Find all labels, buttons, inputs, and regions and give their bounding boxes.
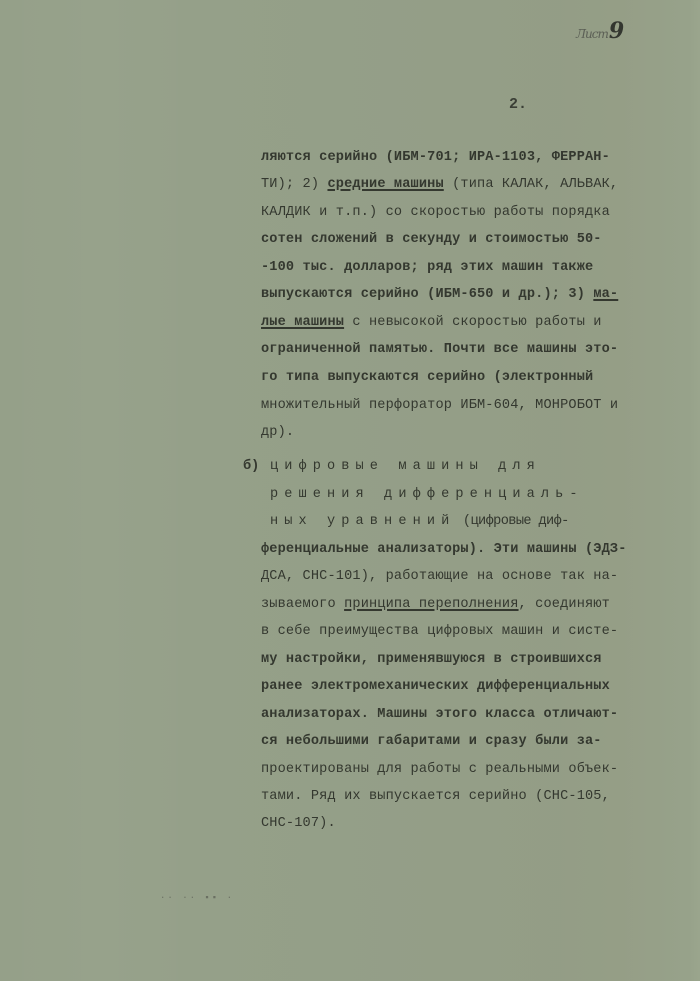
text-line: в себе преимущества цифровых машин и систе- <box>261 624 619 639</box>
text-line: ляются серийно (ИБМ-701; ИРА-1103, ФЕРРАН- <box>261 150 610 165</box>
text-fragment: ТИ); 2) <box>261 177 328 192</box>
text-line <box>270 514 569 530</box>
text-line: -100 тыс. долларов; ряд этих машин также <box>261 260 594 275</box>
text-fragment: (типа КАЛАК, АЛЬВАК, <box>443 177 619 192</box>
folio-number: 9 <box>608 18 624 44</box>
underlined-term: ма- <box>593 287 619 302</box>
underlined-term: принципа переполнения <box>344 597 519 612</box>
text-line <box>261 177 618 193</box>
text-line: ДСА, СНС-101), работающие на основе так на- <box>261 569 619 584</box>
text-line: ференциальные анализаторы). Эти машины (ЭДЗ- <box>261 542 627 557</box>
text-line: анализаторах. Машины этого класса отличают- <box>261 707 619 722</box>
text-line: ранее электромеханических дифференциальных <box>261 679 610 694</box>
underlined-term: лые машины <box>261 315 345 330</box>
text-line: КАЛДИК и т.п.) со скоростью работы порядка <box>261 205 610 220</box>
text-fragment: зываемого <box>261 597 345 612</box>
text-line <box>261 287 618 303</box>
folio-annotation <box>576 18 623 44</box>
text-line: проектированы для работы с реальными объек- <box>261 762 619 777</box>
spaced-text: ных уравнений <box>270 514 456 529</box>
text-line <box>261 315 602 331</box>
text-line: ся небольшими габаритами и сразу были за- <box>261 734 602 749</box>
text-line: СНС-107). <box>261 816 336 831</box>
text-fragment: с невысокой скоростью работы и <box>344 315 602 330</box>
text-line-spaced: цифровые машины для <box>270 459 541 474</box>
text-line: множительный перфоратор ИБМ-604, МОНРОБОТ и <box>261 398 619 413</box>
underlined-term: средние машины <box>327 177 444 192</box>
text-line: го типа выпускаются серийно (электронный <box>261 370 594 385</box>
page-number: 2. <box>509 96 528 113</box>
list-marker-b: б) <box>243 459 260 474</box>
text-line <box>261 597 610 613</box>
text-fragment: (цифровые диф- <box>455 514 569 529</box>
text-line: тами. Ряд их выпускается серийно (СНС-105, <box>261 789 610 804</box>
text-line: сотен сложений в секунду и стоимостью 50- <box>261 232 602 247</box>
text-line: ограниченной памятью. Почти все машины это- <box>261 342 619 357</box>
stray-ink-marks: ·· ·· ▪▪ · <box>160 893 235 903</box>
text-fragment: , соединяют <box>518 597 610 612</box>
folio-prefix: Лист <box>576 27 608 41</box>
text-fragment: выпускаются серийно (ИБМ-650 и др.); 3) <box>261 287 594 302</box>
text-line: му настройки, применявшуюся в строившихся <box>261 652 602 667</box>
text-line: др). <box>261 425 295 440</box>
text-line-spaced: решения дифференциаль- <box>270 487 584 502</box>
